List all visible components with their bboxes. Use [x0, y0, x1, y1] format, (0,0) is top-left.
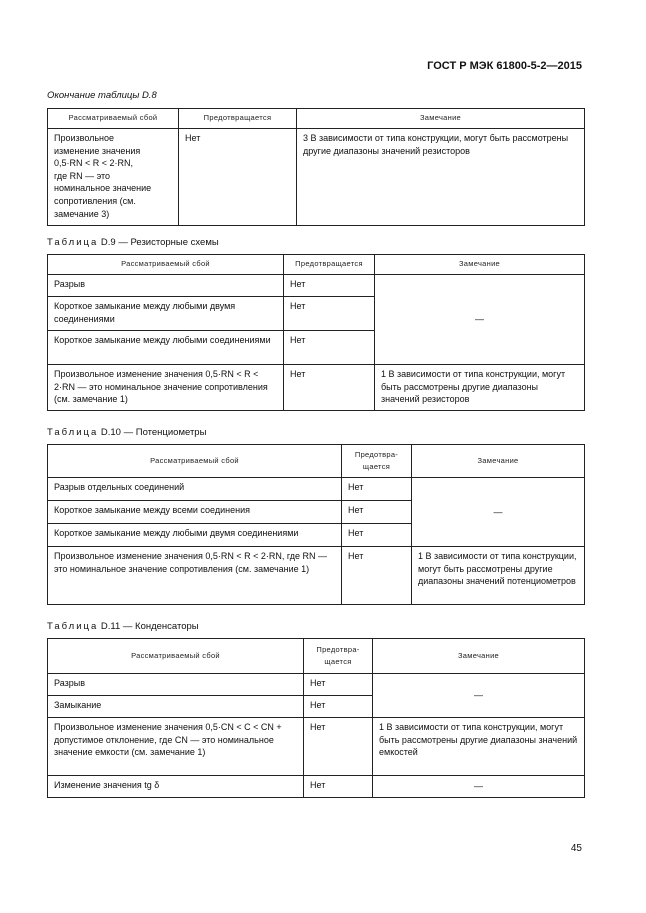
- prevented-cell: Нет: [284, 297, 375, 331]
- fault-cell: Произвольное изменение значения 0,5·RN < R < 2·RN — это номинальное значение сопротивления (см. замечание 1): [48, 365, 284, 411]
- column-header: Рассматриваемый сбой: [48, 639, 304, 674]
- prevented-cell: Нет: [304, 674, 373, 696]
- fault-cell: Разрыв: [48, 674, 304, 696]
- table-d10-caption: Таблица D.10 — Потенциометры: [47, 427, 207, 438]
- prevented-cell: Нет: [284, 275, 375, 297]
- column-header: Рассматриваемый сбой: [48, 255, 284, 275]
- column-header: Предотвращается: [284, 255, 375, 275]
- fault-cell: Произвольное изменение значения 0,5·RN < R < 2·RN, где RN — это номинальное значение сопротивления (см. замечание 3): [48, 129, 179, 226]
- table-d9-caption: Таблица D.9 — Резисторные схемы: [47, 237, 219, 248]
- fault-cell: Замыкание: [48, 696, 304, 718]
- fault-cell: Разрыв отдельных соединений: [48, 478, 342, 501]
- column-header: Рассматриваемый сбой: [48, 445, 342, 478]
- table-row: [48, 275, 585, 297]
- prevented-cell: Нет: [342, 501, 412, 524]
- table-d11-caption: Таблица D.11 — Конденсаторы: [47, 621, 199, 632]
- prevented-cell: Нет: [342, 478, 412, 501]
- fault-cell: Разрыв: [48, 275, 284, 297]
- column-header: Замечание: [297, 109, 585, 129]
- prevented-cell: Нет: [179, 129, 297, 226]
- note-cell: 1 В зависимости от типа конструкции, могут быть рассмотрены другие диапазоны значений емкостей: [373, 718, 585, 776]
- table-d8-caption: Окончание таблицы D.8: [47, 90, 157, 101]
- page-number: 45: [570, 843, 582, 854]
- column-header: Предотвра-щается: [342, 445, 412, 478]
- column-header: Замечание: [373, 639, 585, 674]
- table-row: [48, 478, 585, 501]
- prevented-cell: Нет: [284, 331, 375, 365]
- note-cell: 1 В зависимости от типа конструкции, могут быть рассмотрены другие диапазоны значений резисторов: [375, 365, 585, 411]
- note-cell: —: [373, 776, 585, 798]
- table-d11: [47, 638, 585, 798]
- note-cell: —: [373, 674, 585, 718]
- column-header: Рассматриваемый сбой: [48, 109, 179, 129]
- prevented-cell: Нет: [304, 696, 373, 718]
- fault-cell: Изменение значения tg δ: [48, 776, 304, 798]
- note-cell: —: [375, 275, 585, 365]
- table-d10: [47, 444, 585, 605]
- column-header: Предотвра-щается: [304, 639, 373, 674]
- fault-cell: Короткое замыкание между любыми двумя соединениями: [48, 524, 342, 547]
- table-row: [48, 129, 585, 226]
- table-row: [48, 776, 585, 798]
- table-d9: [47, 254, 585, 411]
- prevented-cell: Нет: [304, 718, 373, 776]
- prevented-cell: Нет: [284, 365, 375, 411]
- prevented-cell: Нет: [342, 547, 412, 605]
- fault-cell: Короткое замыкание между любыми соединениями: [48, 331, 284, 365]
- note-cell: —: [412, 478, 585, 547]
- column-header: Замечание: [375, 255, 585, 275]
- table-row: [48, 547, 585, 605]
- column-header: Замечание: [412, 445, 585, 478]
- prevented-cell: Нет: [342, 524, 412, 547]
- note-cell: 3 В зависимости от типа конструкции, могут быть рассмотрены другие диапазоны значений резисторов: [297, 129, 585, 226]
- table-row: [48, 718, 585, 776]
- fault-cell: Короткое замыкание между любыми двумя соединениями: [48, 297, 284, 331]
- table-d8: [47, 108, 585, 226]
- fault-cell: Короткое замыкание между всеми соединения: [48, 501, 342, 524]
- document-code: ГОСТ Р МЭК 61800-5-2—2015: [427, 60, 582, 72]
- note-cell: 1 В зависимости от типа конструкции, могут быть рассмотрены другие диапазоны значений потенциометров: [412, 547, 585, 605]
- fault-cell: Произвольное изменение значения 0,5·RN < R < 2·RN, где RN — это номинальное значение сопротивления (см. замечание 1): [48, 547, 342, 605]
- fault-cell: Произвольное изменение значения 0,5·CN < C < CN + допустимое отклонение, где CN — это номинальное значение емкости (см. замечание 1): [48, 718, 304, 776]
- column-header: Предотвращается: [179, 109, 297, 129]
- table-row: [48, 674, 585, 696]
- table-row: [48, 365, 585, 411]
- prevented-cell: Нет: [304, 776, 373, 798]
